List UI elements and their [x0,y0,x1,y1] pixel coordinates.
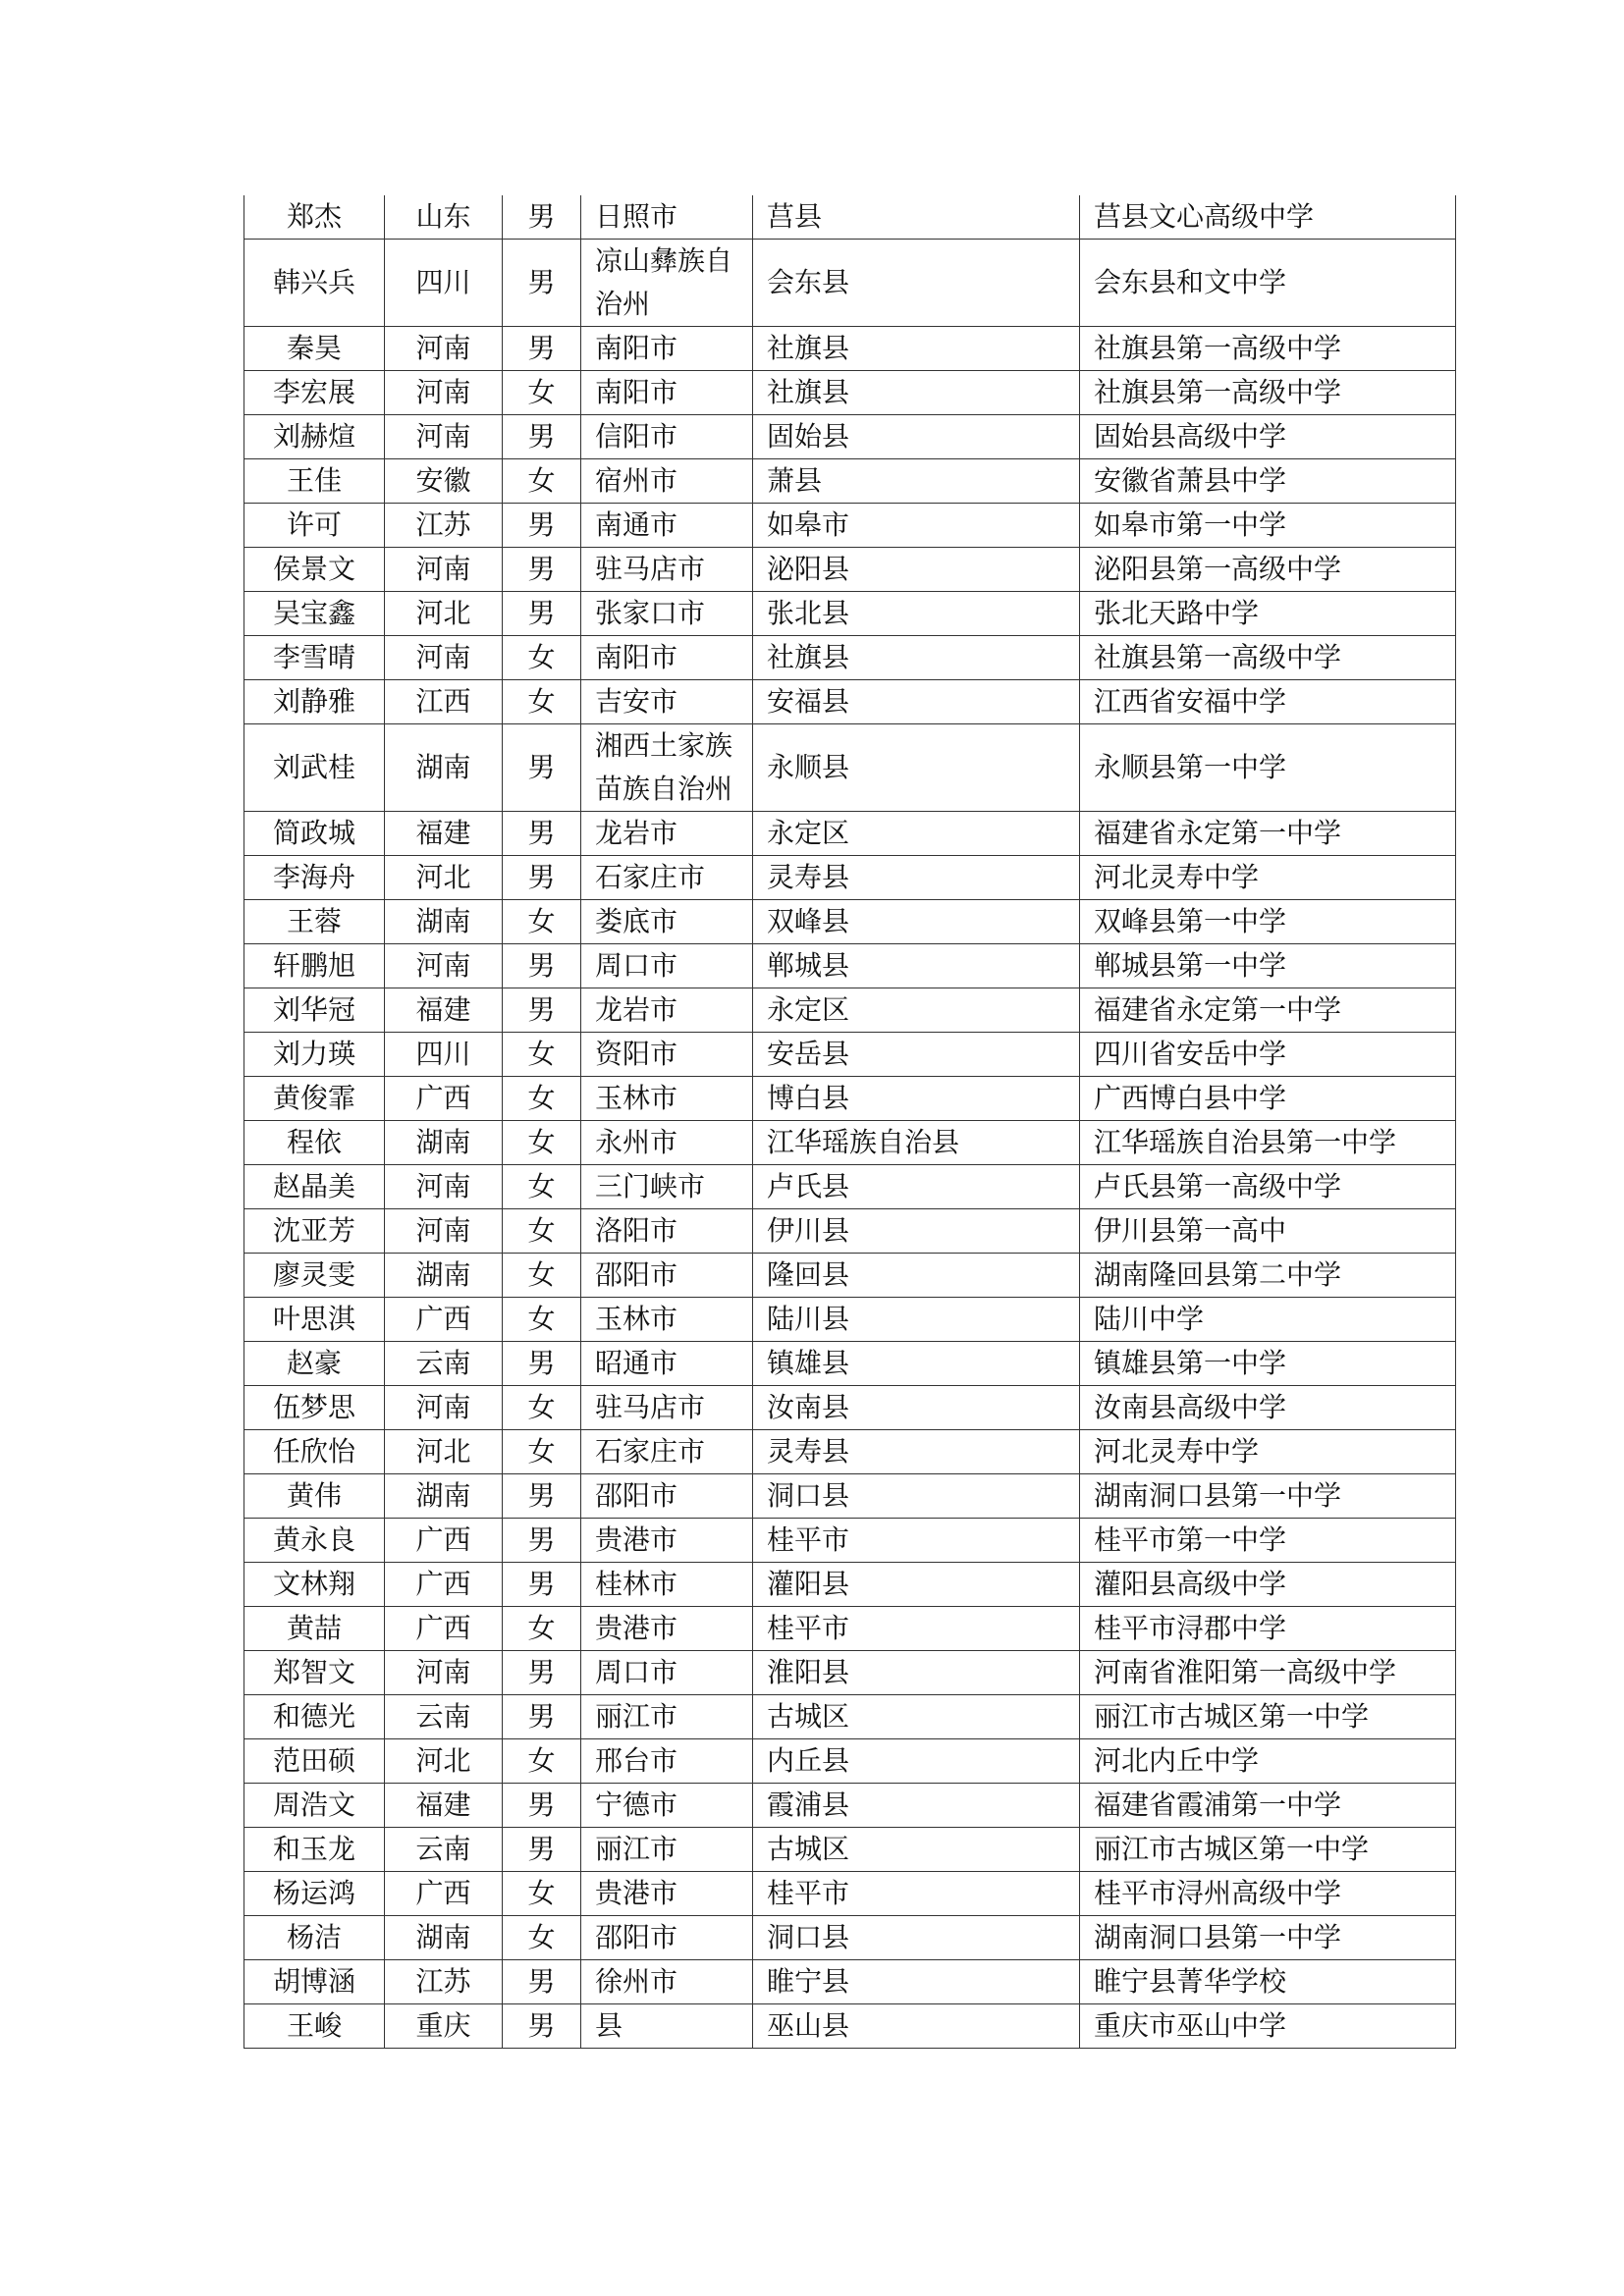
school-cell: 湖南隆回县第二中学 [1080,1254,1456,1298]
province-cell: 云南 [385,1342,503,1386]
city-cell: 贵港市 [581,1519,753,1563]
city-cell: 贵港市 [581,1872,753,1916]
province-cell: 河南 [385,636,503,680]
gender-cell: 女 [503,1386,581,1430]
school-cell: 广西博白县中学 [1080,1077,1456,1121]
province-cell: 福建 [385,812,503,856]
school-cell: 河北灵寿中学 [1080,1430,1456,1474]
student-name-cell: 刘力瑛 [244,1033,385,1077]
roster-body [244,195,1456,2049]
student-name-cell: 赵晶美 [244,1165,385,1209]
county-cell: 陆川县 [753,1298,1080,1342]
gender-cell: 女 [503,1254,581,1298]
table-row [244,1121,1456,1165]
gender-cell: 男 [503,1651,581,1695]
student-name-cell: 杨洁 [244,1916,385,1960]
school-cell: 固始县高级中学 [1080,415,1456,459]
city-cell: 玉林市 [581,1298,753,1342]
county-cell: 安岳县 [753,1033,1080,1077]
county-cell: 社旗县 [753,327,1080,371]
gender-cell: 男 [503,504,581,548]
table-row [244,1784,1456,1828]
school-cell: 江西省安福中学 [1080,680,1456,724]
county-cell: 永定区 [753,812,1080,856]
table-row [244,459,1456,504]
student-name-cell: 吴宝鑫 [244,592,385,636]
table-row [244,856,1456,900]
student-name-cell: 黄喆 [244,1607,385,1651]
province-cell: 湖南 [385,1474,503,1519]
gender-cell: 女 [503,1430,581,1474]
gender-cell: 男 [503,548,581,592]
province-cell: 四川 [385,240,503,327]
county-cell: 如皋市 [753,504,1080,548]
school-cell: 河北灵寿中学 [1080,856,1456,900]
table-row [244,1695,1456,1739]
city-cell: 徐州市 [581,1960,753,2004]
province-cell: 广西 [385,1519,503,1563]
province-cell: 云南 [385,1828,503,1872]
student-name-cell: 韩兴兵 [244,240,385,327]
table-row [244,548,1456,592]
student-name-cell: 王峻 [244,2004,385,2049]
county-cell: 伊川县 [753,1209,1080,1254]
city-cell: 张家口市 [581,592,753,636]
student-name-cell: 刘静雅 [244,680,385,724]
school-cell: 丽江市古城区第一中学 [1080,1695,1456,1739]
student-roster-table [244,195,1456,2049]
table-row [244,1254,1456,1298]
county-cell: 古城区 [753,1695,1080,1739]
gender-cell: 男 [503,415,581,459]
county-cell: 郸城县 [753,944,1080,988]
county-cell: 固始县 [753,415,1080,459]
county-cell: 洞口县 [753,1916,1080,1960]
city-cell: 邵阳市 [581,1916,753,1960]
table-row [244,1872,1456,1916]
gender-cell: 男 [503,856,581,900]
province-cell: 四川 [385,1033,503,1077]
county-cell: 内丘县 [753,1739,1080,1784]
gender-cell: 女 [503,1739,581,1784]
student-name-cell: 李宏展 [244,371,385,415]
gender-cell: 男 [503,2004,581,2049]
county-cell: 洞口县 [753,1474,1080,1519]
city-cell: 洛阳市 [581,1209,753,1254]
county-cell: 博白县 [753,1077,1080,1121]
province-cell: 广西 [385,1872,503,1916]
city-cell: 南阳市 [581,327,753,371]
province-cell: 河南 [385,327,503,371]
province-cell: 云南 [385,1695,503,1739]
school-cell: 双峰县第一中学 [1080,900,1456,944]
school-cell: 湖南洞口县第一中学 [1080,1474,1456,1519]
student-name-cell: 简政城 [244,812,385,856]
county-cell: 永顺县 [753,724,1080,812]
gender-cell: 男 [503,195,581,240]
table-row [244,1165,1456,1209]
city-cell: 日照市 [581,195,753,240]
county-cell: 霞浦县 [753,1784,1080,1828]
province-cell: 河南 [385,548,503,592]
county-cell: 安福县 [753,680,1080,724]
city-cell: 贵港市 [581,1607,753,1651]
table-row [244,636,1456,680]
county-cell: 泌阳县 [753,548,1080,592]
gender-cell: 男 [503,1960,581,2004]
student-name-cell: 杨运鸿 [244,1872,385,1916]
gender-cell: 男 [503,988,581,1033]
student-name-cell: 刘华冠 [244,988,385,1033]
student-name-cell: 程依 [244,1121,385,1165]
city-cell: 石家庄市 [581,856,753,900]
student-name-cell: 刘武桂 [244,724,385,812]
gender-cell: 男 [503,1519,581,1563]
city-cell: 周口市 [581,944,753,988]
city-cell: 驻马店市 [581,1386,753,1430]
city-cell: 龙岩市 [581,812,753,856]
school-cell: 会东县和文中学 [1080,240,1456,327]
table-row [244,592,1456,636]
province-cell: 河南 [385,1651,503,1695]
student-name-cell: 秦昊 [244,327,385,371]
province-cell: 广西 [385,1563,503,1607]
school-cell: 郸城县第一中学 [1080,944,1456,988]
county-cell: 社旗县 [753,636,1080,680]
table-row [244,1739,1456,1784]
gender-cell: 女 [503,1298,581,1342]
student-name-cell: 和玉龙 [244,1828,385,1872]
school-cell: 如皋市第一中学 [1080,504,1456,548]
province-cell: 河南 [385,1386,503,1430]
table-row [244,1474,1456,1519]
city-cell: 石家庄市 [581,1430,753,1474]
school-cell: 福建省永定第一中学 [1080,988,1456,1033]
province-cell: 湖南 [385,1916,503,1960]
table-row [244,900,1456,944]
county-cell: 灌阳县 [753,1563,1080,1607]
school-cell: 福建省霞浦第一中学 [1080,1784,1456,1828]
table-row [244,415,1456,459]
city-cell: 南阳市 [581,636,753,680]
gender-cell: 女 [503,680,581,724]
province-cell: 河南 [385,944,503,988]
county-cell: 淮阳县 [753,1651,1080,1695]
table-row [244,1519,1456,1563]
county-cell: 桂平市 [753,1872,1080,1916]
province-cell: 广西 [385,1077,503,1121]
city-cell: 驻马店市 [581,548,753,592]
county-cell: 桂平市 [753,1607,1080,1651]
student-name-cell: 郑智文 [244,1651,385,1695]
table-row [244,371,1456,415]
county-cell: 巫山县 [753,2004,1080,2049]
province-cell: 河北 [385,592,503,636]
student-name-cell: 范田硕 [244,1739,385,1784]
province-cell: 河南 [385,415,503,459]
gender-cell: 男 [503,944,581,988]
city-cell: 玉林市 [581,1077,753,1121]
table-row [244,2004,1456,2049]
student-name-cell: 王佳 [244,459,385,504]
county-cell: 汝南县 [753,1386,1080,1430]
gender-cell: 女 [503,1209,581,1254]
city-cell: 湘西土家族苗族自治州 [581,724,753,812]
table-row [244,1563,1456,1607]
student-name-cell: 黄永良 [244,1519,385,1563]
school-cell: 镇雄县第一中学 [1080,1342,1456,1386]
province-cell: 安徽 [385,459,503,504]
school-cell: 桂平市第一中学 [1080,1519,1456,1563]
table-row [244,1033,1456,1077]
student-name-cell: 赵豪 [244,1342,385,1386]
province-cell: 福建 [385,1784,503,1828]
province-cell: 江苏 [385,1960,503,2004]
city-cell: 周口市 [581,1651,753,1695]
county-cell: 萧县 [753,459,1080,504]
county-cell: 永定区 [753,988,1080,1033]
school-cell: 社旗县第一高级中学 [1080,327,1456,371]
city-cell: 三门峡市 [581,1165,753,1209]
gender-cell: 男 [503,724,581,812]
gender-cell: 男 [503,1695,581,1739]
county-cell: 卢氏县 [753,1165,1080,1209]
student-name-cell: 周浩文 [244,1784,385,1828]
table-row [244,1209,1456,1254]
school-cell: 丽江市古城区第一中学 [1080,1828,1456,1872]
city-cell: 宁德市 [581,1784,753,1828]
table-row [244,195,1456,240]
school-cell: 社旗县第一高级中学 [1080,371,1456,415]
table-row [244,1298,1456,1342]
county-cell: 古城区 [753,1828,1080,1872]
table-row [244,1607,1456,1651]
gender-cell: 女 [503,459,581,504]
school-cell: 莒县文心高级中学 [1080,195,1456,240]
gender-cell: 男 [503,1828,581,1872]
gender-cell: 男 [503,1784,581,1828]
student-name-cell: 和德光 [244,1695,385,1739]
gender-cell: 女 [503,1916,581,1960]
gender-cell: 男 [503,812,581,856]
school-cell: 江华瑶族自治县第一中学 [1080,1121,1456,1165]
table-row [244,240,1456,327]
city-cell: 凉山彝族自治州 [581,240,753,327]
student-name-cell: 李雪晴 [244,636,385,680]
province-cell: 河南 [385,1209,503,1254]
table-row [244,1077,1456,1121]
table-row [244,1651,1456,1695]
table-row [244,988,1456,1033]
gender-cell: 男 [503,240,581,327]
table-row [244,504,1456,548]
student-name-cell: 黄伟 [244,1474,385,1519]
table-row [244,327,1456,371]
province-cell: 河北 [385,856,503,900]
gender-cell: 男 [503,1563,581,1607]
table-row [244,1430,1456,1474]
table-row [244,812,1456,856]
city-cell: 南阳市 [581,371,753,415]
school-cell: 张北天路中学 [1080,592,1456,636]
province-cell: 湖南 [385,1121,503,1165]
school-cell: 睢宁县菁华学校 [1080,1960,1456,2004]
city-cell: 娄底市 [581,900,753,944]
city-cell: 永州市 [581,1121,753,1165]
province-cell: 广西 [385,1607,503,1651]
county-cell: 莒县 [753,195,1080,240]
table-row [244,944,1456,988]
city-cell: 邵阳市 [581,1474,753,1519]
student-name-cell: 沈亚芳 [244,1209,385,1254]
province-cell: 江西 [385,680,503,724]
county-cell: 隆回县 [753,1254,1080,1298]
city-cell: 桂林市 [581,1563,753,1607]
gender-cell: 男 [503,592,581,636]
gender-cell: 女 [503,900,581,944]
county-cell: 镇雄县 [753,1342,1080,1386]
city-cell: 丽江市 [581,1695,753,1739]
school-cell: 桂平市浔郡中学 [1080,1607,1456,1651]
gender-cell: 男 [503,1474,581,1519]
school-cell: 河北内丘中学 [1080,1739,1456,1784]
student-name-cell: 文林翔 [244,1563,385,1607]
city-cell: 丽江市 [581,1828,753,1872]
table-row [244,1960,1456,2004]
school-cell: 重庆市巫山中学 [1080,2004,1456,2049]
student-name-cell: 李海舟 [244,856,385,900]
student-name-cell: 任欣怡 [244,1430,385,1474]
county-cell: 灵寿县 [753,1430,1080,1474]
student-name-cell: 叶思淇 [244,1298,385,1342]
province-cell: 江苏 [385,504,503,548]
table-row [244,1386,1456,1430]
province-cell: 河北 [385,1430,503,1474]
gender-cell: 女 [503,1872,581,1916]
county-cell: 双峰县 [753,900,1080,944]
school-cell: 陆川中学 [1080,1298,1456,1342]
school-cell: 福建省永定第一中学 [1080,812,1456,856]
school-cell: 永顺县第一中学 [1080,724,1456,812]
city-cell: 县 [581,2004,753,2049]
city-cell: 吉安市 [581,680,753,724]
city-cell: 邵阳市 [581,1254,753,1298]
school-cell: 湖南洞口县第一中学 [1080,1916,1456,1960]
city-cell: 信阳市 [581,415,753,459]
county-cell: 会东县 [753,240,1080,327]
province-cell: 河南 [385,1165,503,1209]
table-row [244,724,1456,812]
gender-cell: 女 [503,1165,581,1209]
county-cell: 灵寿县 [753,856,1080,900]
county-cell: 社旗县 [753,371,1080,415]
city-cell: 龙岩市 [581,988,753,1033]
city-cell: 邢台市 [581,1739,753,1784]
school-cell: 四川省安岳中学 [1080,1033,1456,1077]
province-cell: 河南 [385,371,503,415]
city-cell: 南通市 [581,504,753,548]
student-name-cell: 侯景文 [244,548,385,592]
table-row [244,680,1456,724]
province-cell: 重庆 [385,2004,503,2049]
student-name-cell: 郑杰 [244,195,385,240]
gender-cell: 女 [503,1607,581,1651]
school-cell: 河南省淮阳第一高级中学 [1080,1651,1456,1695]
province-cell: 湖南 [385,1254,503,1298]
province-cell: 广西 [385,1298,503,1342]
city-cell: 宿州市 [581,459,753,504]
gender-cell: 女 [503,1033,581,1077]
school-cell: 卢氏县第一高级中学 [1080,1165,1456,1209]
student-name-cell: 胡博涵 [244,1960,385,2004]
school-cell: 安徽省萧县中学 [1080,459,1456,504]
county-cell: 江华瑶族自治县 [753,1121,1080,1165]
student-name-cell: 王蓉 [244,900,385,944]
county-cell: 睢宁县 [753,1960,1080,2004]
student-name-cell: 许可 [244,504,385,548]
city-cell: 昭通市 [581,1342,753,1386]
gender-cell: 女 [503,1077,581,1121]
student-name-cell: 廖灵雯 [244,1254,385,1298]
table-row [244,1342,1456,1386]
table-row [244,1916,1456,1960]
county-cell: 张北县 [753,592,1080,636]
student-name-cell: 刘赫煊 [244,415,385,459]
school-cell: 社旗县第一高级中学 [1080,636,1456,680]
gender-cell: 女 [503,1121,581,1165]
province-cell: 湖南 [385,900,503,944]
gender-cell: 女 [503,636,581,680]
province-cell: 河北 [385,1739,503,1784]
school-cell: 伊川县第一高中 [1080,1209,1456,1254]
table-row [244,1828,1456,1872]
student-name-cell: 黄俊霏 [244,1077,385,1121]
student-name-cell: 轩鹏旭 [244,944,385,988]
province-cell: 福建 [385,988,503,1033]
student-name-cell: 伍梦思 [244,1386,385,1430]
gender-cell: 男 [503,1342,581,1386]
school-cell: 桂平市浔州高级中学 [1080,1872,1456,1916]
province-cell: 山东 [385,195,503,240]
school-cell: 灌阳县高级中学 [1080,1563,1456,1607]
school-cell: 泌阳县第一高级中学 [1080,548,1456,592]
gender-cell: 男 [503,327,581,371]
gender-cell: 女 [503,371,581,415]
county-cell: 桂平市 [753,1519,1080,1563]
province-cell: 湖南 [385,724,503,812]
city-cell: 资阳市 [581,1033,753,1077]
school-cell: 汝南县高级中学 [1080,1386,1456,1430]
